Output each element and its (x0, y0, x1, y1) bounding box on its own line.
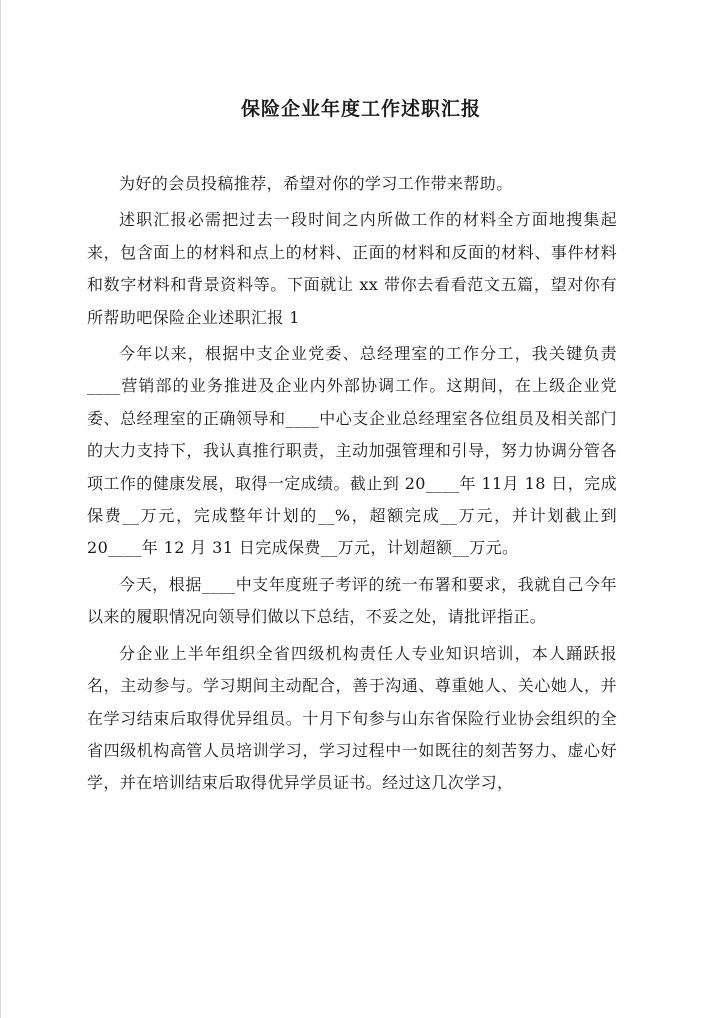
paragraph-overview: 述职汇报必需把过去一段时间之内所做工作的材料全方面地搜集起来，包含面上的材料和点上的材料、正面的材料和反面的材料、事件材料和数字材料和背景资料等。下面就让 xx 带你去看看范文五篇，望对你有所帮助吧保险企业述职汇报 1 (87, 210, 617, 327)
paragraph-work-summary: 今年以来，根据中支企业党委、总经理室的工作分工，我关键负责____营销部的业务推进及企业内外部协调工作。这期间，在上级企业党委、总经理室的正确领导和____中心支企业总经理室各位组员及相关部门的大力支持下，我认真推行职责，主动加强管理和引导，努力协调分管各项工作的健康发展，取得一定成绩。截止到 20____年 11月 18 日，完成保费__万元，完成整年计划的__%，超额完成__万元，并计划截止到 20____年 12 月 31 日完成保费__万元，计划超额__万元。 (87, 344, 617, 558)
paragraph-training: 分企业上半年组织全省四级机构责任人专业知识培训，本人踊跃报名，主动参与。学习期间主动配合，善于沟通、尊重她人、关心她人，并在学习结束后取得优异组员。十月下旬参与山东省保险行业协会组织的全省四级机构高管人员培训学习，学习过程中一如既往的刻苦努力、虚心好学，并在培训结束后取得优异学员证书。经过这几次学习， (87, 643, 617, 793)
document-title: 保险企业年度工作述职汇报 (240, 98, 481, 120)
paragraph-intro: 为好的会员投稿推荐，希望对你的学习工作带来帮助。 (119, 174, 513, 193)
paragraph-evaluation: 今天，根据____中支年度班子考评的统一布署和要求，我就自己今年以来的履职情况向领导们做以下总结，不妥之处，请批评指正。 (87, 574, 617, 627)
document-body (87, 168, 617, 804)
